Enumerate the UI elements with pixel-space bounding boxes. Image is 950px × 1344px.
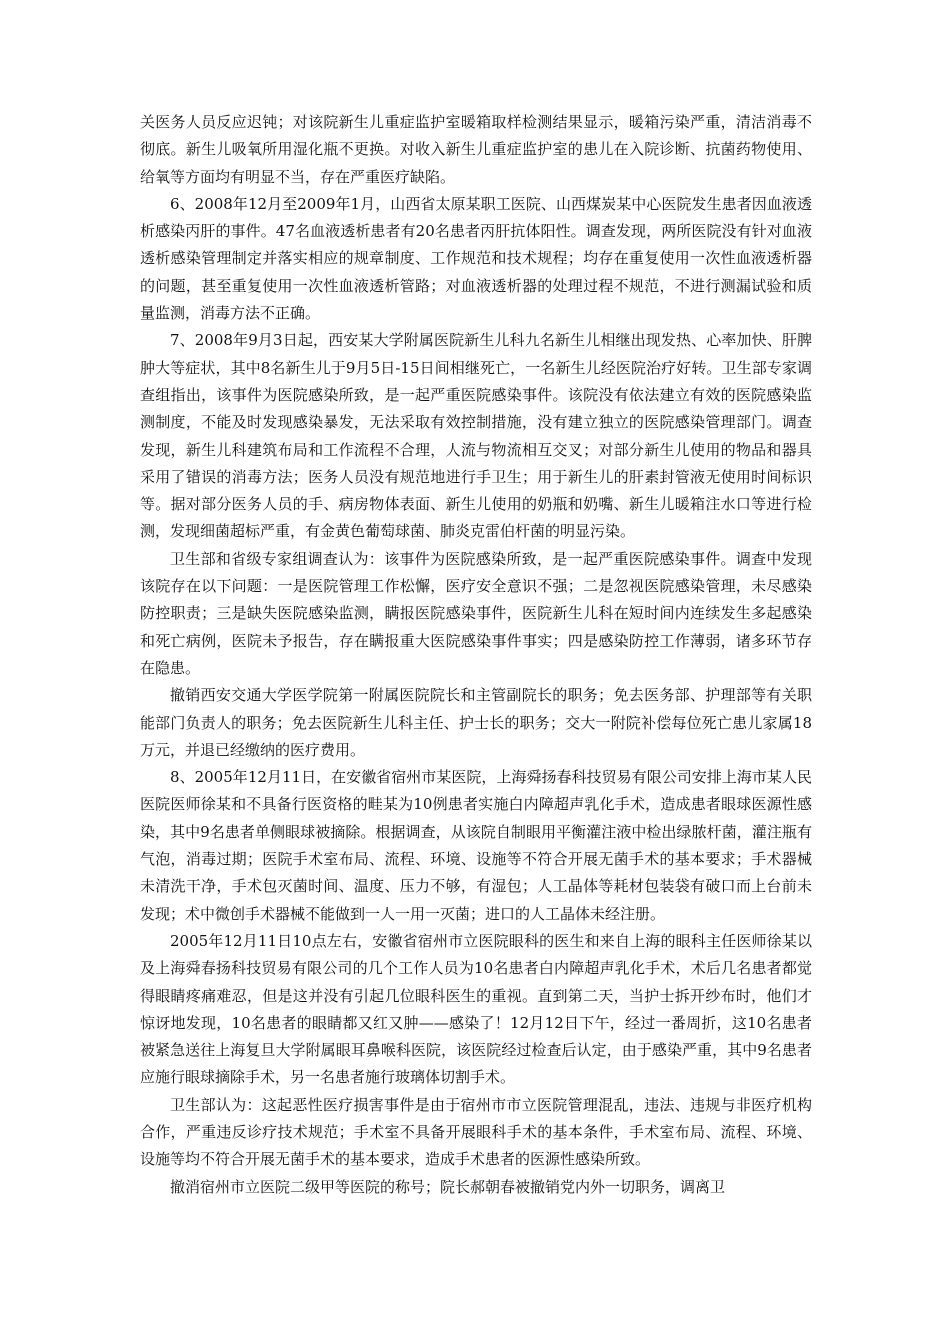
paragraph-case-6-hemodialysis: 6、2008年12月至2009年1月，山西省太原某职工医院、山西煤炭某中心医院发生患者因血液透析感染丙肝的事件。47名血液透析患者有20名患者丙肝抗体阳性。调查发现，两所医院没有针对血液透析感染管理制定并落实相应的规章制度、工作规范和技术规程；均存在重复使用一次性血液透析器的问题，甚至重复使用一次性血液透析管路；对血液透析器的处理过程不规范，不进行测漏试验和质量监测，消毒方法不正确。: [140, 194, 812, 323]
paragraph-incident-narrative: 2005年12月11日10点左右，安徽省宿州市立医院眼科的医生和来自上海的眼科主任医师徐某以及上海舜春扬科技贸易有限公司的几个工作人员为10名患者白内障超声乳化手术，术后几名患者都觉得眼睛疼痛难忍，但是这并没有引起几位眼科医生的重视。直到第二天，当护士拆开纱布时，他们才惊讶地发现，10名患者的眼睛都又红又肿——感染了！12月12日下午，经过一番周折，这10名患者被紧急送往上海复旦大学附属眼耳鼻喉科医院，该医院经过检查后认定，由于感染严重，其中9名患者应施行眼球摘除手术，另一名患者施行玻璃体切割手术。: [140, 931, 812, 1087]
paragraph-case-7-neonatal-infection: 7、2008年9月3日起，西安某大学附属医院新生儿科九名新生儿相继出现发热、心率加快、肝脾肿大等症状，其中8名新生儿于9月5日-15日间相继死亡，一名新生儿经医院治疗好转。卫生部专家调查组指出，该事件为医院感染所致，是一起严重医院感染事件。该院没有依法建立有效的医院感染监测制度，不能及时发现感染暴发，无法采取有效控制措施，没有建立独立的医院感染管理部门。调查发现，新生儿科建筑布局和工作流程不合理，人流与物流相互交叉；对部分新生儿使用的物品和器具采用了错误的消毒方法；医务人员没有规范地进行手卫生；用于新生儿的肝素封管液无使用时间标识等。据对部分医务人员的手、病房物体表面、新生儿使用的奶瓶和奶嘴、新生儿暖箱注水口等进行检测，发现细菌超标严重，有金黄色葡萄球菌、肺炎克雷伯杆菌的明显污染。: [140, 331, 812, 541]
paragraph-dismissals: 撤销西安交通大学医学院第一附属医院院长和主管副院长的职务；免去医务部、护理部等有关职能部门负责人的职务；免去医院新生儿科主任、护士长的职务；交大一附院补偿每位死亡患儿家属18万元，并退已经缴纳的医疗费用。: [140, 686, 812, 759]
paragraph-penalties: 撤消宿州市立医院二级甲等医院的称号；院长郝朝春被撤销党内外一切职务，调离卫: [170, 1177, 726, 1196]
paragraph-ministry-conclusion: 卫生部认为：这起恶性医疗损害事件是由于宿州市市立医院管理混乱，违法、违规与非医疗机构合作，严重违反诊疗技术规范；手术室不具备开展眼科手术的基本条件，手术室布局、流程、环境、设施等均不符合开展无菌手术的基本要求，造成手术患者的医源性感染所致。: [140, 1095, 812, 1169]
paragraph-case-8-cataract-surgery: 8、2005年12月11日，在安徽省宿州市某医院，上海舜扬春科技贸易有限公司安排上海市某人民医院医师徐某和不具备行医资格的畦某为10例患者实施白内障超声乳化手术，造成患者眼球医源性感染，其中9名患者单侧眼球被摘除。根据调查，从该院自制眼用平衡灌注液中检出绿脓杆菌，灌注瓶有气泡，消毒过期；医院手术室布局、流程、环境、设施等不符合开展无菌手术的基本要求；手术器械未清洗干净，手术包灭菌时间、温度、压力不够，有湿包；人工晶体等耗材包装袋有破口而上台前未发现；术中微创手术器械不能做到一人一用一灭菌；进口的人工晶体未经注册。: [140, 768, 812, 923]
paragraph-neonatal-icu-continued: 关医务人员反应迟钝；对该院新生儿重症监护室暖箱取样检测结果显示，暖箱污染严重，清洁消毒不彻底。新生儿吸氧所用湿化瓶不更换。对收入新生儿重症监护室的患儿在入院诊断、抗菌药物使用、给氧等方面均有明显不当，存在严重医疗缺陷。: [140, 113, 812, 186]
document-body: [140, 109, 812, 1201]
paragraph-expert-findings: 卫生部和省级专家组调查认为：该事件为医院感染所致，是一起严重医院感染事件。调查中发现该院存在以下问题：一是医院管理工作松懈，医疗安全意识不强；二是忽视医院感染管理，未尽感染防控职责；三是缺失医院感染监测，瞒报医院感染事件，医院新生儿科在短时间内连续发生多起感染和死亡病例，医院未予报告，存在瞒报重大医院感染事件事实；四是感染防控工作薄弱，诸多环节存在隐患。: [140, 549, 812, 677]
